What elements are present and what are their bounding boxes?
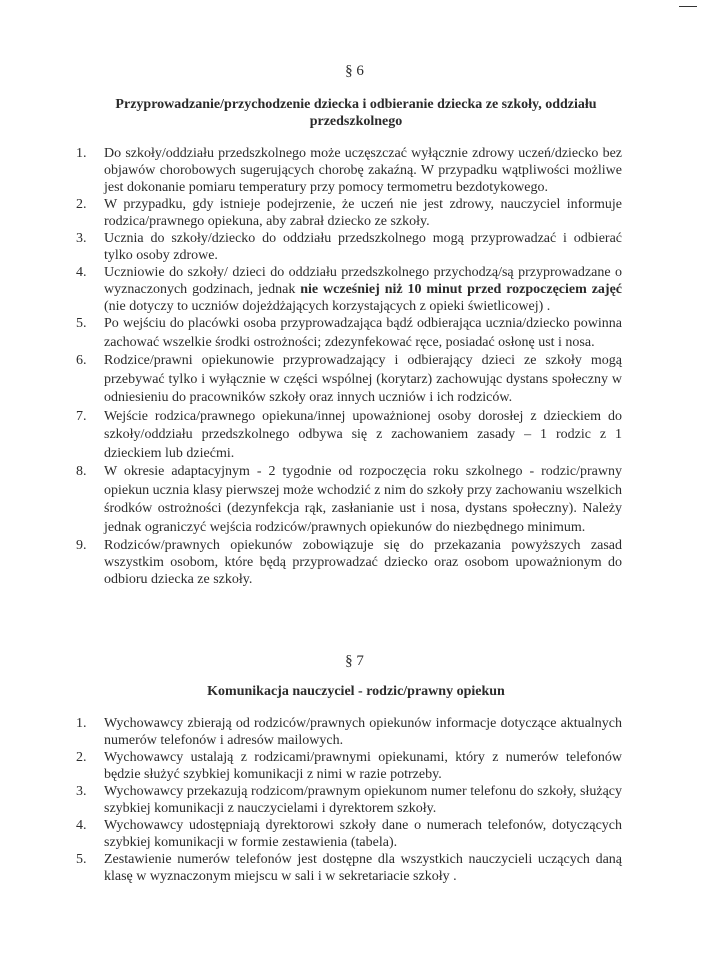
item-text: Wychowawcy udostępniają dyrektorowi szkoły dane o numerach telefonów, dotyczących szybkiej komunikacji w formie zestawienia (tabela). [104, 818, 622, 850]
item-text: Do szkoły/oddziału przedszkolnego może uczęszczać wyłącznie zdrowy uczeń/dziecko bez objawów chorobowych sugerujących chorobę zakaźną. W przypadku wątpliwości możliwe jest dokonanie pomiaru temperatury przy pomocy termometru bezdotykowego. [104, 146, 622, 195]
item-number: 3. [76, 784, 87, 799]
list-item [0, 145, 709, 196]
item-number: 5. [76, 852, 87, 867]
list-item [0, 715, 709, 749]
section-7-mark: § 7 [345, 653, 364, 669]
list-item [0, 264, 709, 315]
list-item [0, 408, 709, 464]
item-text: Ucznia do szkoły/dziecko do oddziału przedszkolnego mogą przyprowadzać i odbierać tylko osoby zdrowe. [104, 231, 622, 263]
list-item [0, 783, 709, 817]
item-number: 1. [76, 716, 87, 731]
list-item [0, 230, 709, 264]
item-text: Wejście rodzica/prawnego opiekuna/innej upoważnionej osoby dorosłej z dzieckiem do szkoły/oddziału przedszkolnego odbywa się z zachowaniem zasady – 1 rodzic z 1 dzieckiem lub dziećmi. [104, 408, 622, 461]
item-text: Po wejściu do placówki osoba przyprowadzająca bądź odbierająca ucznia/dziecko powinna zachować wszelkie środki ostrożności; zdezynfekować ręce, posiadać osłonę ust i nosa. [104, 316, 622, 350]
list-item [0, 463, 709, 537]
item-number: 7. [76, 408, 87, 424]
section-6-mark: § 6 [345, 63, 364, 79]
item-number: 2. [76, 750, 87, 765]
item-text: W okresie adaptacyjnym - 2 tygodnie od rozpoczęcia roku szkolnego - rodzic/prawny opiekun ucznia klasy pierwszej może wchodzić z nim do szkoły przy zachowaniu wszelkich środków ostrożności (dezynfekcja rąk, zasłanianie ust i nosa, dystans społeczny). Należy jednak ograniczyć wejścia rodziców/prawnych opiekunów do niezbędnego minimum. [104, 464, 622, 535]
item-number: 1. [76, 146, 87, 161]
section-7-list [0, 715, 709, 885]
item-text-bold: nie wcześniej niż 10 minut przed rozpoczęciem zajęć [300, 282, 622, 297]
item-number: 6. [76, 353, 87, 368]
item-text-part: Uczniowie do szkoły/ dzieci do oddziału przedszkolnego przychodzą/są przyprowadzane o wyznaczonych godzinach, jednak [104, 265, 622, 297]
item-number: 4. [76, 265, 87, 280]
item-text: Wychowawcy zbierają od rodziców/prawnych opiekunów informacje dotyczące aktualnych numerów telefonów i adresów mailowych. [104, 716, 622, 748]
item-text: Zestawienie numerów telefonów jest dostępne dla wszystkich nauczycieli uczących daną klasę w wyznaczonym miejscu w sali i w sekretariacie szkoły . [104, 852, 622, 884]
list-item [0, 851, 709, 885]
item-text [104, 264, 622, 315]
item-number: 2. [76, 197, 87, 212]
list-item [0, 352, 709, 408]
list-item [0, 749, 709, 783]
item-text-part: (nie dotyczy to uczniów dojeżdżających korzystających z opieki świetlicowej) . [104, 299, 551, 314]
section-6-title: Przyprowadzanie/przychodzenie dziecka i odbieranie dziecka ze szkoły, oddziału przedszkolnego [115, 97, 597, 129]
item-number: 4. [76, 818, 87, 833]
list-item [0, 537, 709, 588]
list-item [0, 817, 709, 851]
item-number: 3. [76, 231, 87, 246]
section-7-title: Komunikacja nauczyciel - rodzic/prawny opiekun [207, 684, 505, 699]
item-text: Rodzice/prawni opiekunowie przyprowadzający i odbierający dzieci ze szkoły mogą przebywać tylko i wyłącznie w części wspólnej (korytarz) zachowując dystans społeczny w odniesieniu do pracowników szkoły oraz innych uczniów i ich rodziców. [104, 353, 622, 405]
list-item [0, 315, 709, 352]
item-number: 5. [76, 316, 87, 331]
item-number: 9. [76, 538, 87, 553]
item-text: Rodziców/prawnych opiekunów zobowiązuje się do przekazania powyższych zasad wszystkim osobom, które będą przyprowadzać dziecko oraz osobom upoważnionym do odbioru dziecka ze szkoły. [104, 538, 622, 587]
list-item [0, 196, 709, 230]
item-text: W przypadku, gdy istnieje podejrzenie, że uczeń nie jest zdrowy, nauczyciel informuje rodzica/prawnego opiekuna, aby zabrał dziecko ze szkoły. [104, 197, 622, 229]
corner-line [679, 6, 697, 7]
section-6-list [0, 145, 709, 588]
item-number: 8. [76, 464, 87, 479]
item-text: Wychowawcy ustalają z rodzicami/prawnymi opiekunami, który z numerów telefonów będzie służyć szybkiej komunikacji z nimi w razie potrzeby. [104, 750, 622, 782]
item-text: Wychowawcy przekazują rodzicom/prawnym opiekunom numer telefonu do szkoły, służący szybkiej komunikacji z nauczycielami i dyrektorem szkoły. [104, 784, 622, 816]
